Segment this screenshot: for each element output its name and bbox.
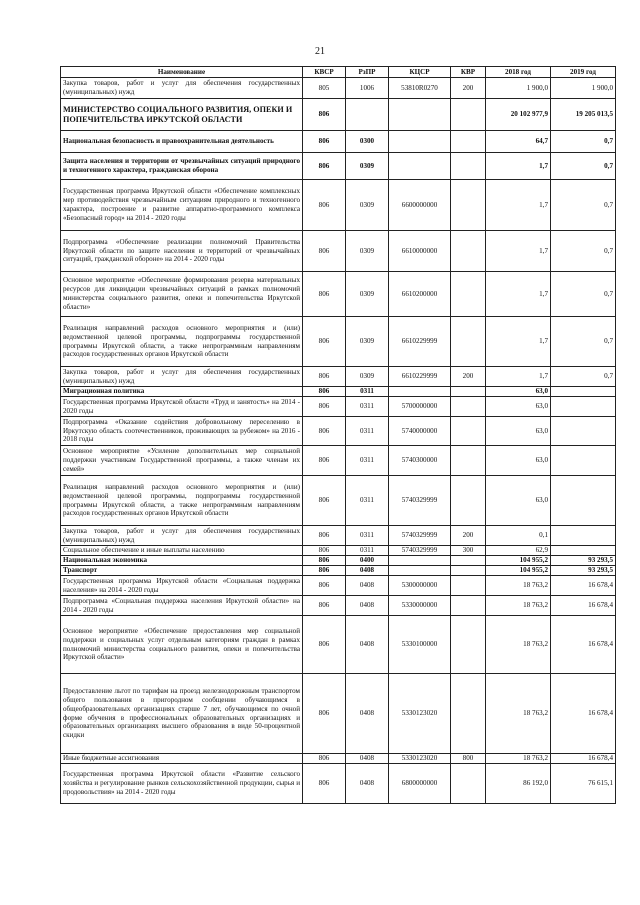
cell-kcsr: 6800000000 [389,764,451,804]
cell-kcsr: 5740000000 [389,417,451,446]
table-row [61,616,616,674]
table-row [61,78,616,99]
cell-2018: 62,9 [486,546,551,556]
cell-2018: 1,7 [486,272,551,317]
cell-rzpr: 0408 [346,754,389,764]
table-row [61,526,616,546]
cell-kcsr: 6610200000 [389,272,451,317]
header-name: Наименование [61,67,303,78]
budget-table [60,66,616,804]
cell-2019 [551,397,616,417]
cell-rzpr: 0311 [346,387,389,397]
cell-kvsr: 806 [303,616,346,674]
cell-kvsr: 806 [303,476,346,526]
cell-2019: 93 293,5 [551,556,616,566]
cell-2018: 18 763,2 [486,576,551,596]
cell-2019: 0,7 [551,317,616,367]
cell-2019: 19 205 013,5 [551,99,616,131]
cell-kvr: 200 [451,526,486,546]
cell-rzpr: 0311 [346,526,389,546]
cell-2019: 76 615,1 [551,764,616,804]
cell-kvr [451,153,486,180]
cell-name: МИНИСТЕРСТВО СОЦИАЛЬНОГО РАЗВИТИЯ, ОПЕКИ И ПОПЕЧИТЕЛЬСТВА ИРКУТСКОЙ ОБЛАСТИ [61,99,303,131]
cell-2019: 0,7 [551,153,616,180]
cell-name: Транспорт [61,566,303,576]
table-row [61,367,616,387]
cell-rzpr: 0300 [346,131,389,153]
cell-kcsr [389,131,451,153]
cell-kcsr: 6600000000 [389,180,451,231]
cell-2019 [551,526,616,546]
cell-kvr: 300 [451,546,486,556]
cell-kvsr: 806 [303,99,346,131]
cell-name: Защита населения и территории от чрезвычайных ситуаций природного и техногенного характера, гражданская оборона [61,153,303,180]
cell-name: Закупка товаров, работ и услуг для обеспечения государственных (муниципальных) нужд [61,78,303,99]
cell-kvr [451,180,486,231]
cell-kvr [451,566,486,576]
table-row [61,317,616,367]
cell-rzpr: 0408 [346,576,389,596]
cell-2019 [551,387,616,397]
cell-kvr [451,576,486,596]
cell-rzpr: 1006 [346,78,389,99]
cell-2018: 18 763,2 [486,616,551,674]
header-kvr: КВР [451,67,486,78]
table-row [61,397,616,417]
cell-rzpr: 0311 [346,476,389,526]
table-row [61,272,616,317]
cell-2019: 0,7 [551,231,616,272]
cell-2018: 1,7 [486,180,551,231]
cell-name: Государственная программа Иркутской области «Труд и занятость» на 2014 - 2020 годы [61,397,303,417]
cell-2019: 0,7 [551,131,616,153]
table-row [61,180,616,231]
cell-rzpr: 0408 [346,566,389,576]
cell-name: Основное мероприятие «Обеспечение формирования резерва материальных ресурсов для ликвидации чрезвычайных ситуаций в рамках полномочий министерства социального развития, опеки и попечительства Иркутской области» [61,272,303,317]
cell-kvsr: 806 [303,754,346,764]
header-kcsr: КЦСР [389,67,451,78]
cell-kvsr: 806 [303,317,346,367]
cell-name: Иные бюджетные ассигнования [61,754,303,764]
cell-2019: 93 293,5 [551,566,616,576]
cell-kcsr [389,566,451,576]
cell-2018: 18 763,2 [486,596,551,616]
cell-kcsr: 5330100000 [389,616,451,674]
cell-kvsr: 806 [303,526,346,546]
cell-2018: 0,1 [486,526,551,546]
cell-name: Социальное обеспечение и иные выплаты населению [61,546,303,556]
cell-2019 [551,546,616,556]
cell-kvr [451,476,486,526]
cell-rzpr: 0311 [346,397,389,417]
cell-kvsr: 806 [303,153,346,180]
cell-kcsr [389,99,451,131]
budget-table-body [61,78,616,804]
cell-kcsr: 53810R0270 [389,78,451,99]
cell-2019: 0,7 [551,272,616,317]
cell-2018: 63,0 [486,397,551,417]
cell-2018: 86 192,0 [486,764,551,804]
cell-kcsr: 5300000000 [389,576,451,596]
cell-rzpr: 0408 [346,674,389,754]
cell-kvr [451,616,486,674]
header-rzpr: РзПР [346,67,389,78]
cell-2018: 18 763,2 [486,674,551,754]
cell-name: Государственная программа Иркутской области «Социальная поддержка населения» на 2014 - 2020 годы [61,576,303,596]
cell-kvsr: 806 [303,576,346,596]
cell-rzpr: 0309 [346,153,389,180]
cell-kvr: 200 [451,367,486,387]
cell-kvsr: 806 [303,367,346,387]
table-row [61,476,616,526]
table-row [61,576,616,596]
table-row [61,387,616,397]
cell-kvr [451,99,486,131]
cell-kvr: 800 [451,754,486,764]
cell-kcsr: 6610229999 [389,367,451,387]
cell-2018: 1 900,0 [486,78,551,99]
cell-name: Закупка товаров, работ и услуг для обеспечения государственных (муниципальных) нужд [61,526,303,546]
cell-2018: 20 102 977,9 [486,99,551,131]
cell-2018: 63,0 [486,387,551,397]
cell-kvsr: 806 [303,566,346,576]
cell-name: Национальная безопасность и правоохранительная деятельность [61,131,303,153]
cell-2019: 1 900,0 [551,78,616,99]
cell-kvr [451,272,486,317]
table-header-row [61,67,616,78]
cell-2018: 18 763,2 [486,754,551,764]
cell-2018: 63,0 [486,446,551,476]
cell-2019: 16 678,4 [551,596,616,616]
cell-rzpr: 0309 [346,231,389,272]
table-row [61,153,616,180]
cell-kvr [451,556,486,566]
cell-kvr [451,417,486,446]
cell-2019: 16 678,4 [551,754,616,764]
page-number: 21 [315,46,325,57]
table-row [61,674,616,754]
cell-kcsr: 5330000000 [389,596,451,616]
table-row [61,231,616,272]
cell-kvr [451,317,486,367]
cell-kvsr: 806 [303,231,346,272]
cell-kvr [451,596,486,616]
cell-2019 [551,476,616,526]
cell-kvsr: 806 [303,556,346,566]
cell-rzpr: 0309 [346,272,389,317]
cell-2019: 16 678,4 [551,674,616,754]
cell-kvsr: 806 [303,674,346,754]
cell-rzpr: 0400 [346,556,389,566]
cell-kvsr: 806 [303,417,346,446]
cell-name: Реализация направлений расходов основного мероприятия и (или) ведомственной целевой программы, подпрограммы государственной программы Иркутской области, а также непрограммным направлениям расходов государственных органов Иркутской области [61,476,303,526]
cell-kcsr: 5740329999 [389,526,451,546]
cell-kvsr: 806 [303,397,346,417]
cell-2019: 0,7 [551,180,616,231]
table-row [61,546,616,556]
cell-kcsr: 5330123020 [389,674,451,754]
cell-kvsr: 806 [303,180,346,231]
cell-name: Закупка товаров, работ и услуг для обеспечения государственных (муниципальных) нужд [61,367,303,387]
cell-2018: 63,0 [486,476,551,526]
cell-2018: 1,7 [486,153,551,180]
cell-name: Реализация направлений расходов основного мероприятия и (или) ведомственной целевой программы, подпрограммы государственной программы Иркутской области, а также непрограммным направлениям расходов государственных органов Иркутской области [61,317,303,367]
cell-name: Государственная программа Иркутской области «Обеспечение комплексных мер противодействия чрезвычайным ситуациям природного и техногенного характера, построение и развитие аппаратно-программного комплекса «Безопасный город» на 2014 - 2020 годы [61,180,303,231]
cell-kcsr: 5330123020 [389,754,451,764]
header-2019: 2019 год [551,67,616,78]
cell-kcsr: 6610229999 [389,317,451,367]
cell-2018: 1,7 [486,231,551,272]
cell-2019 [551,446,616,476]
cell-kvr [451,131,486,153]
cell-rzpr: 0311 [346,446,389,476]
cell-kvr [451,674,486,754]
cell-rzpr: 0408 [346,616,389,674]
cell-rzpr: 0408 [346,764,389,804]
cell-name: Подпрограмма «Обеспечение реализации полномочий Правительства Иркутской области по защите населения и территорий от чрезвычайных ситуаций, гражданской обороне» на 2014 - 2020 годы [61,231,303,272]
cell-kvr [451,764,486,804]
cell-kvsr: 806 [303,764,346,804]
cell-name: Подпрограмма «Оказание содействия добровольному переселению в Иркутскую область соотечественников, проживающих за рубежом» на 2016 - 2018 годы [61,417,303,446]
cell-kvsr: 806 [303,596,346,616]
table-row [61,556,616,566]
cell-kvr [451,397,486,417]
cell-2018: 1,7 [486,367,551,387]
table-row [61,417,616,446]
cell-rzpr: 0311 [346,546,389,556]
table-row [61,596,616,616]
table-row [61,446,616,476]
cell-kvsr: 806 [303,387,346,397]
cell-2019: 16 678,4 [551,576,616,596]
cell-kcsr: 5740329999 [389,476,451,526]
cell-kvsr: 805 [303,78,346,99]
cell-kcsr [389,387,451,397]
cell-kvr [451,387,486,397]
cell-name: Подпрограмма «Социальная поддержка населения Иркутской области» на 2014 - 2020 годы [61,596,303,616]
cell-kcsr: 5740329999 [389,546,451,556]
cell-kcsr: 5700000000 [389,397,451,417]
cell-name: Государственная программа Иркутской области «Развитие сельского хозяйства и регулирование рынков сельскохозяйственной продукции, сырья и продовольствия» на 2014 - 2020 годы [61,764,303,804]
cell-kcsr: 6610000000 [389,231,451,272]
cell-name: Основное мероприятие «Обеспечение предоставления мер социальной поддержки и социальных услуг отдельным категориям граждан в рамках полномочий министерства социального развития, опеки и попечительства Иркутской области» [61,616,303,674]
cell-rzpr: 0309 [346,317,389,367]
cell-name: Основное мероприятие «Усиление дополнительных мер социальной поддержки участникам Государственной программы, а также членам их семей» [61,446,303,476]
table-row [61,566,616,576]
cell-name: Национальная экономика [61,556,303,566]
cell-2019 [551,417,616,446]
cell-2019: 0,7 [551,367,616,387]
header-2018: 2018 год [486,67,551,78]
cell-2018: 1,7 [486,317,551,367]
cell-kvsr: 806 [303,546,346,556]
table-row [61,754,616,764]
cell-2018: 63,0 [486,417,551,446]
cell-rzpr: 0311 [346,417,389,446]
cell-rzpr: 0309 [346,180,389,231]
cell-2018: 104 955,2 [486,556,551,566]
cell-kvr [451,231,486,272]
cell-kvsr: 806 [303,272,346,317]
cell-name: Предоставление льгот по тарифам на проезд железнодорожным транспортом общего пользования в пригородном сообщении обучающимся в общеобразовательных организациях старше 7 лет, обучающимся по очной форме обучения в профессиональных образовательных организациях и образовательных организациях высшего образования в виде 50-процентной скидки [61,674,303,754]
header-kvsr: КВСР [303,67,346,78]
cell-kvr [451,446,486,476]
cell-kcsr [389,556,451,566]
cell-kvsr: 806 [303,446,346,476]
table-row [61,764,616,804]
cell-rzpr: 0309 [346,367,389,387]
cell-name: Миграционная политика [61,387,303,397]
cell-rzpr: 0408 [346,596,389,616]
cell-kvr: 200 [451,78,486,99]
table-row [61,99,616,131]
cell-2018: 104 955,2 [486,566,551,576]
cell-rzpr [346,99,389,131]
table-row [61,131,616,153]
cell-kvsr: 806 [303,131,346,153]
cell-kcsr: 5740300000 [389,446,451,476]
cell-2019: 16 678,4 [551,616,616,674]
cell-2018: 64,7 [486,131,551,153]
cell-kcsr [389,153,451,180]
